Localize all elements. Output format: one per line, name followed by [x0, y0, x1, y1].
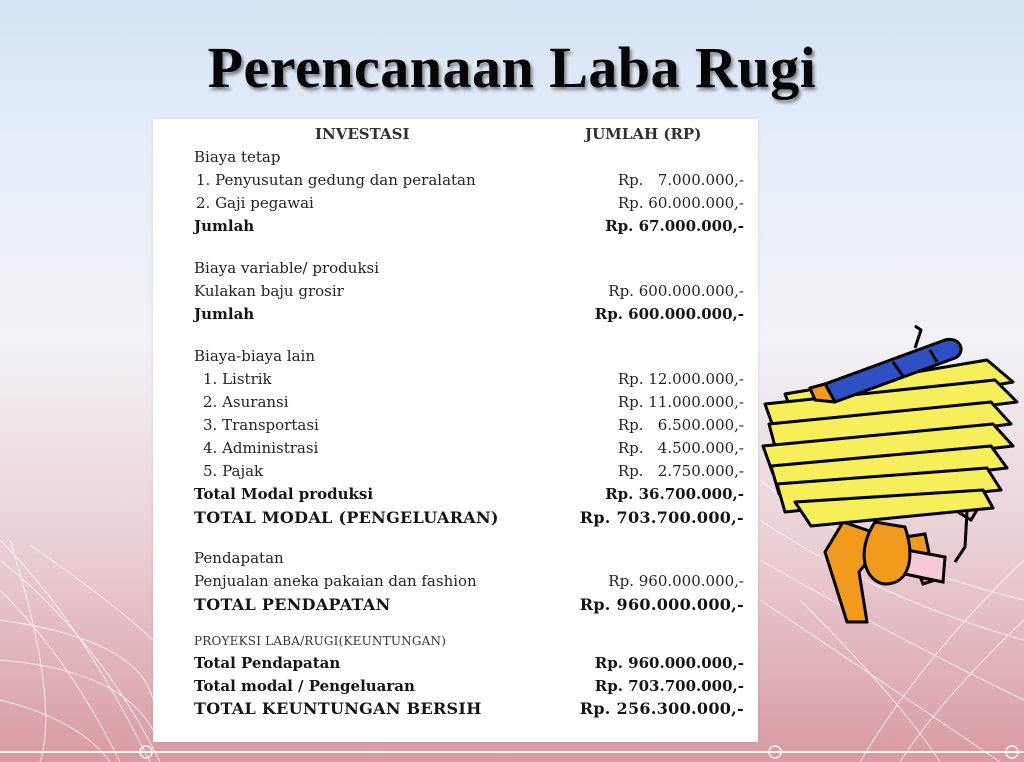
section-label: Pendapatan	[194, 549, 284, 567]
table-row: 4. Administrasi Rp. 4.500.000,-	[203, 439, 744, 457]
header-investasi: INVESTASI	[315, 125, 410, 143]
paper-stack	[763, 360, 1017, 526]
paper-stack-clipart	[755, 322, 1023, 642]
section-label: Biaya tetap	[194, 148, 281, 166]
header-jumlah: JUMLAH (RP)	[585, 125, 702, 143]
table-row: 5. Pajak Rp. 2.750.000,-	[203, 462, 744, 480]
subtotal-row: Jumlah Rp. 67.000.000,-	[194, 217, 744, 235]
subtotal-row: Total Modal produksi Rp. 36.700.000,-	[194, 485, 744, 503]
section-label: Biaya-biaya lain	[194, 347, 315, 365]
section-label: PROYEKSI LABA/RUGI(KEUNTUNGAN)	[194, 634, 447, 648]
grand-total-row: TOTAL MODAL (PENGELUARAN) Rp. 703.700.000,-	[194, 508, 744, 527]
table-row: Penjualan aneka pakaian dan fashion Rp. 960.000.000,-	[194, 572, 744, 590]
profit-loss-table	[153, 119, 758, 742]
grand-total-row: TOTAL PENDAPATAN Rp. 960.000.000,-	[194, 595, 744, 614]
table-row: Total Pendapatan Rp. 960.000.000,-	[194, 654, 744, 672]
table-header	[153, 125, 758, 147]
slide-title: Perencanaan Laba Rugi	[207, 35, 817, 100]
section-label: Biaya variable/ produksi	[194, 259, 380, 277]
table-row: Total modal / Pengeluaran Rp. 703.700.000,-	[194, 677, 744, 695]
table-row: 2. Gaji pegawai Rp. 60.000.000,-	[196, 194, 744, 212]
table-row: 3. Transportasi Rp. 6.500.000,-	[203, 416, 744, 434]
table-row: 1. Penyusutan gedung dan peralatan Rp. 7.000.000,-	[196, 171, 744, 189]
table-row: 2. Asuransi Rp. 11.000.000,-	[203, 393, 744, 411]
grand-total-row: TOTAL KEUNTUNGAN BERSIH Rp. 256.300.000,-	[194, 699, 744, 718]
table-row: Kulakan baju grosir Rp. 600.000.000,-	[194, 282, 744, 300]
table-row: 1. Listrik Rp. 12.000.000,-	[203, 370, 744, 388]
subtotal-row: Jumlah Rp. 600.000.000,-	[194, 305, 744, 323]
